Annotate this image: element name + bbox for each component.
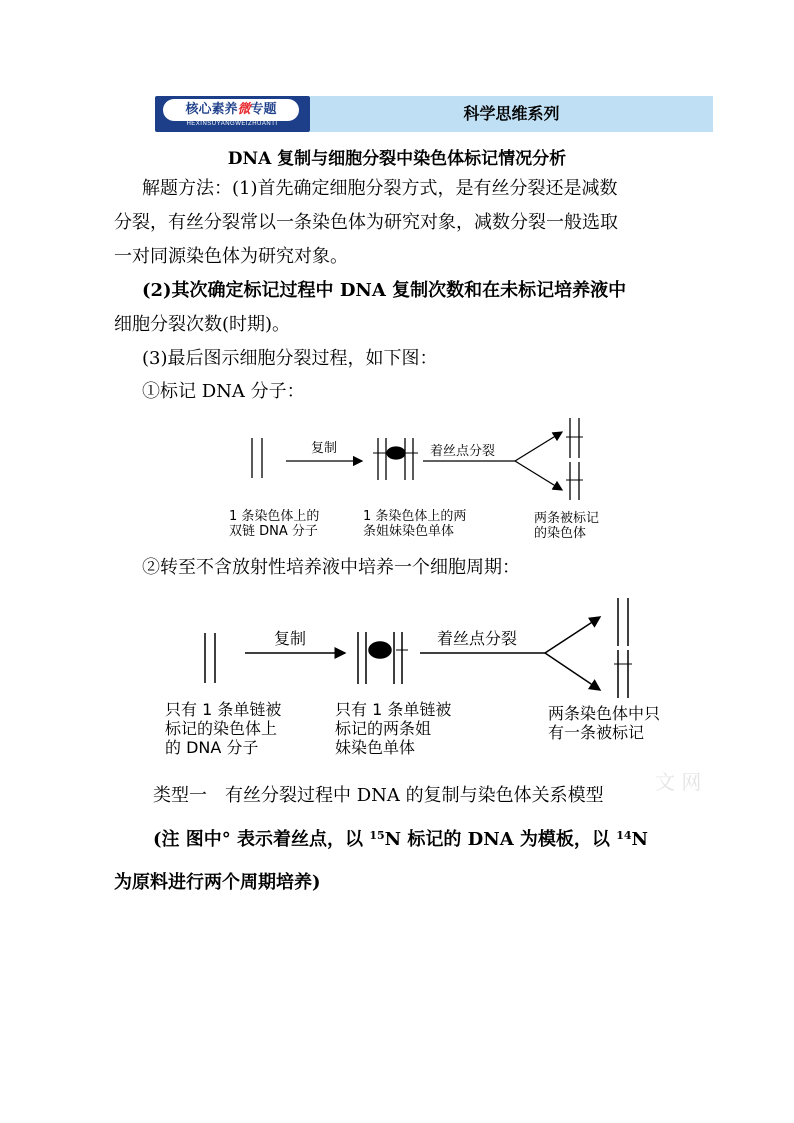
para3: (3)最后图示细胞分裂过程，如下图： — [142, 348, 438, 369]
d2-split-label: 着丝点分裂 — [437, 629, 518, 648]
d2-centromere — [369, 642, 391, 658]
d2-arrow-split-up — [545, 617, 600, 653]
para2-line1: (2)其次确定标记过程中 DNA 复制次数和在未标记培养液中 — [142, 280, 627, 301]
d1-centromere — [387, 447, 405, 459]
d2-caption-2-line1: 只有 1 条单链被 — [335, 700, 452, 719]
d2-caption-2-line2: 标记的两条姐 — [335, 719, 432, 738]
watermark: 文 网 — [655, 770, 702, 794]
d2-arrow-split-down — [545, 653, 600, 690]
d1-arrow-split-up — [515, 432, 562, 461]
page-title: DNA 复制与细胞分裂中染色体标记情况分析 — [227, 149, 567, 169]
para1-line3: 一对同源染色体为研究对象。 — [114, 246, 348, 267]
d1-split-label: 着丝点分裂 — [430, 444, 496, 459]
d1-caption-1-line1: 1 条染色体上的 — [229, 509, 320, 524]
d1-caption-3-line1: 两条被标记 — [534, 511, 600, 526]
d2-caption-1-line2: 标记的染色体上 — [165, 719, 278, 738]
banner-series-label: 科学思维系列 — [463, 104, 560, 123]
para1-line2: 分裂，有丝分裂常以一条染色体为研究对象，减数分裂一般选取 — [114, 212, 618, 233]
d2-caption-1-line3: 的 DNA 分子 — [165, 738, 259, 757]
banner-series — [310, 96, 713, 132]
d2-caption-3-line2: 有一条被标记 — [548, 723, 645, 742]
banner-logo-text: 核心素养微专题 — [163, 99, 299, 121]
d1-caption-1-line2: 双链 DNA 分子 — [229, 524, 318, 539]
topic-banner — [155, 96, 713, 132]
d2-caption-1-line1: 只有 1 条单链被 — [165, 700, 282, 719]
diagram2 — [205, 598, 632, 698]
diagram1 — [252, 418, 583, 500]
note-line1: (注 图中° 表示着丝点，以 $^{15}$N 标记的 DNA 为模板，以 $^{14}$N — [153, 829, 648, 850]
d2-caption-3-line1: 两条染色体中只 — [548, 704, 661, 723]
d1-caption-2-line2: 条姐妹染色单体 — [363, 524, 455, 539]
d1-caption-2-line1: 1 条染色体上的两 — [363, 509, 467, 524]
note-line2: 为原料进行两个周期培养) — [114, 872, 321, 893]
item2-heading: ②转至不含放射性培养液中培养一个细胞周期： — [142, 557, 520, 578]
d1-caption-3-line2: 的染色体 — [534, 526, 587, 541]
d2-caption-2-line3: 妹染色单体 — [335, 738, 416, 757]
d1-replicate-label: 复制 — [311, 441, 338, 456]
d2-replicate-label: 复制 — [274, 629, 307, 648]
banner-pinyin: HEXINSUYANGWEIZHUANTI — [186, 121, 278, 127]
para1-line1: 解题方法：(1)首先确定细胞分裂方式，是有丝分裂还是减数 — [142, 178, 618, 199]
para2-line2: 细胞分裂次数(时期)。 — [114, 314, 291, 335]
item1-heading: ①标记 DNA 分子： — [142, 381, 305, 402]
type1-heading: 类型一 有丝分裂过程中 DNA 的复制与染色体关系模型 — [153, 785, 604, 806]
d1-arrow-split-down — [515, 461, 562, 490]
banner-logo — [155, 96, 310, 132]
